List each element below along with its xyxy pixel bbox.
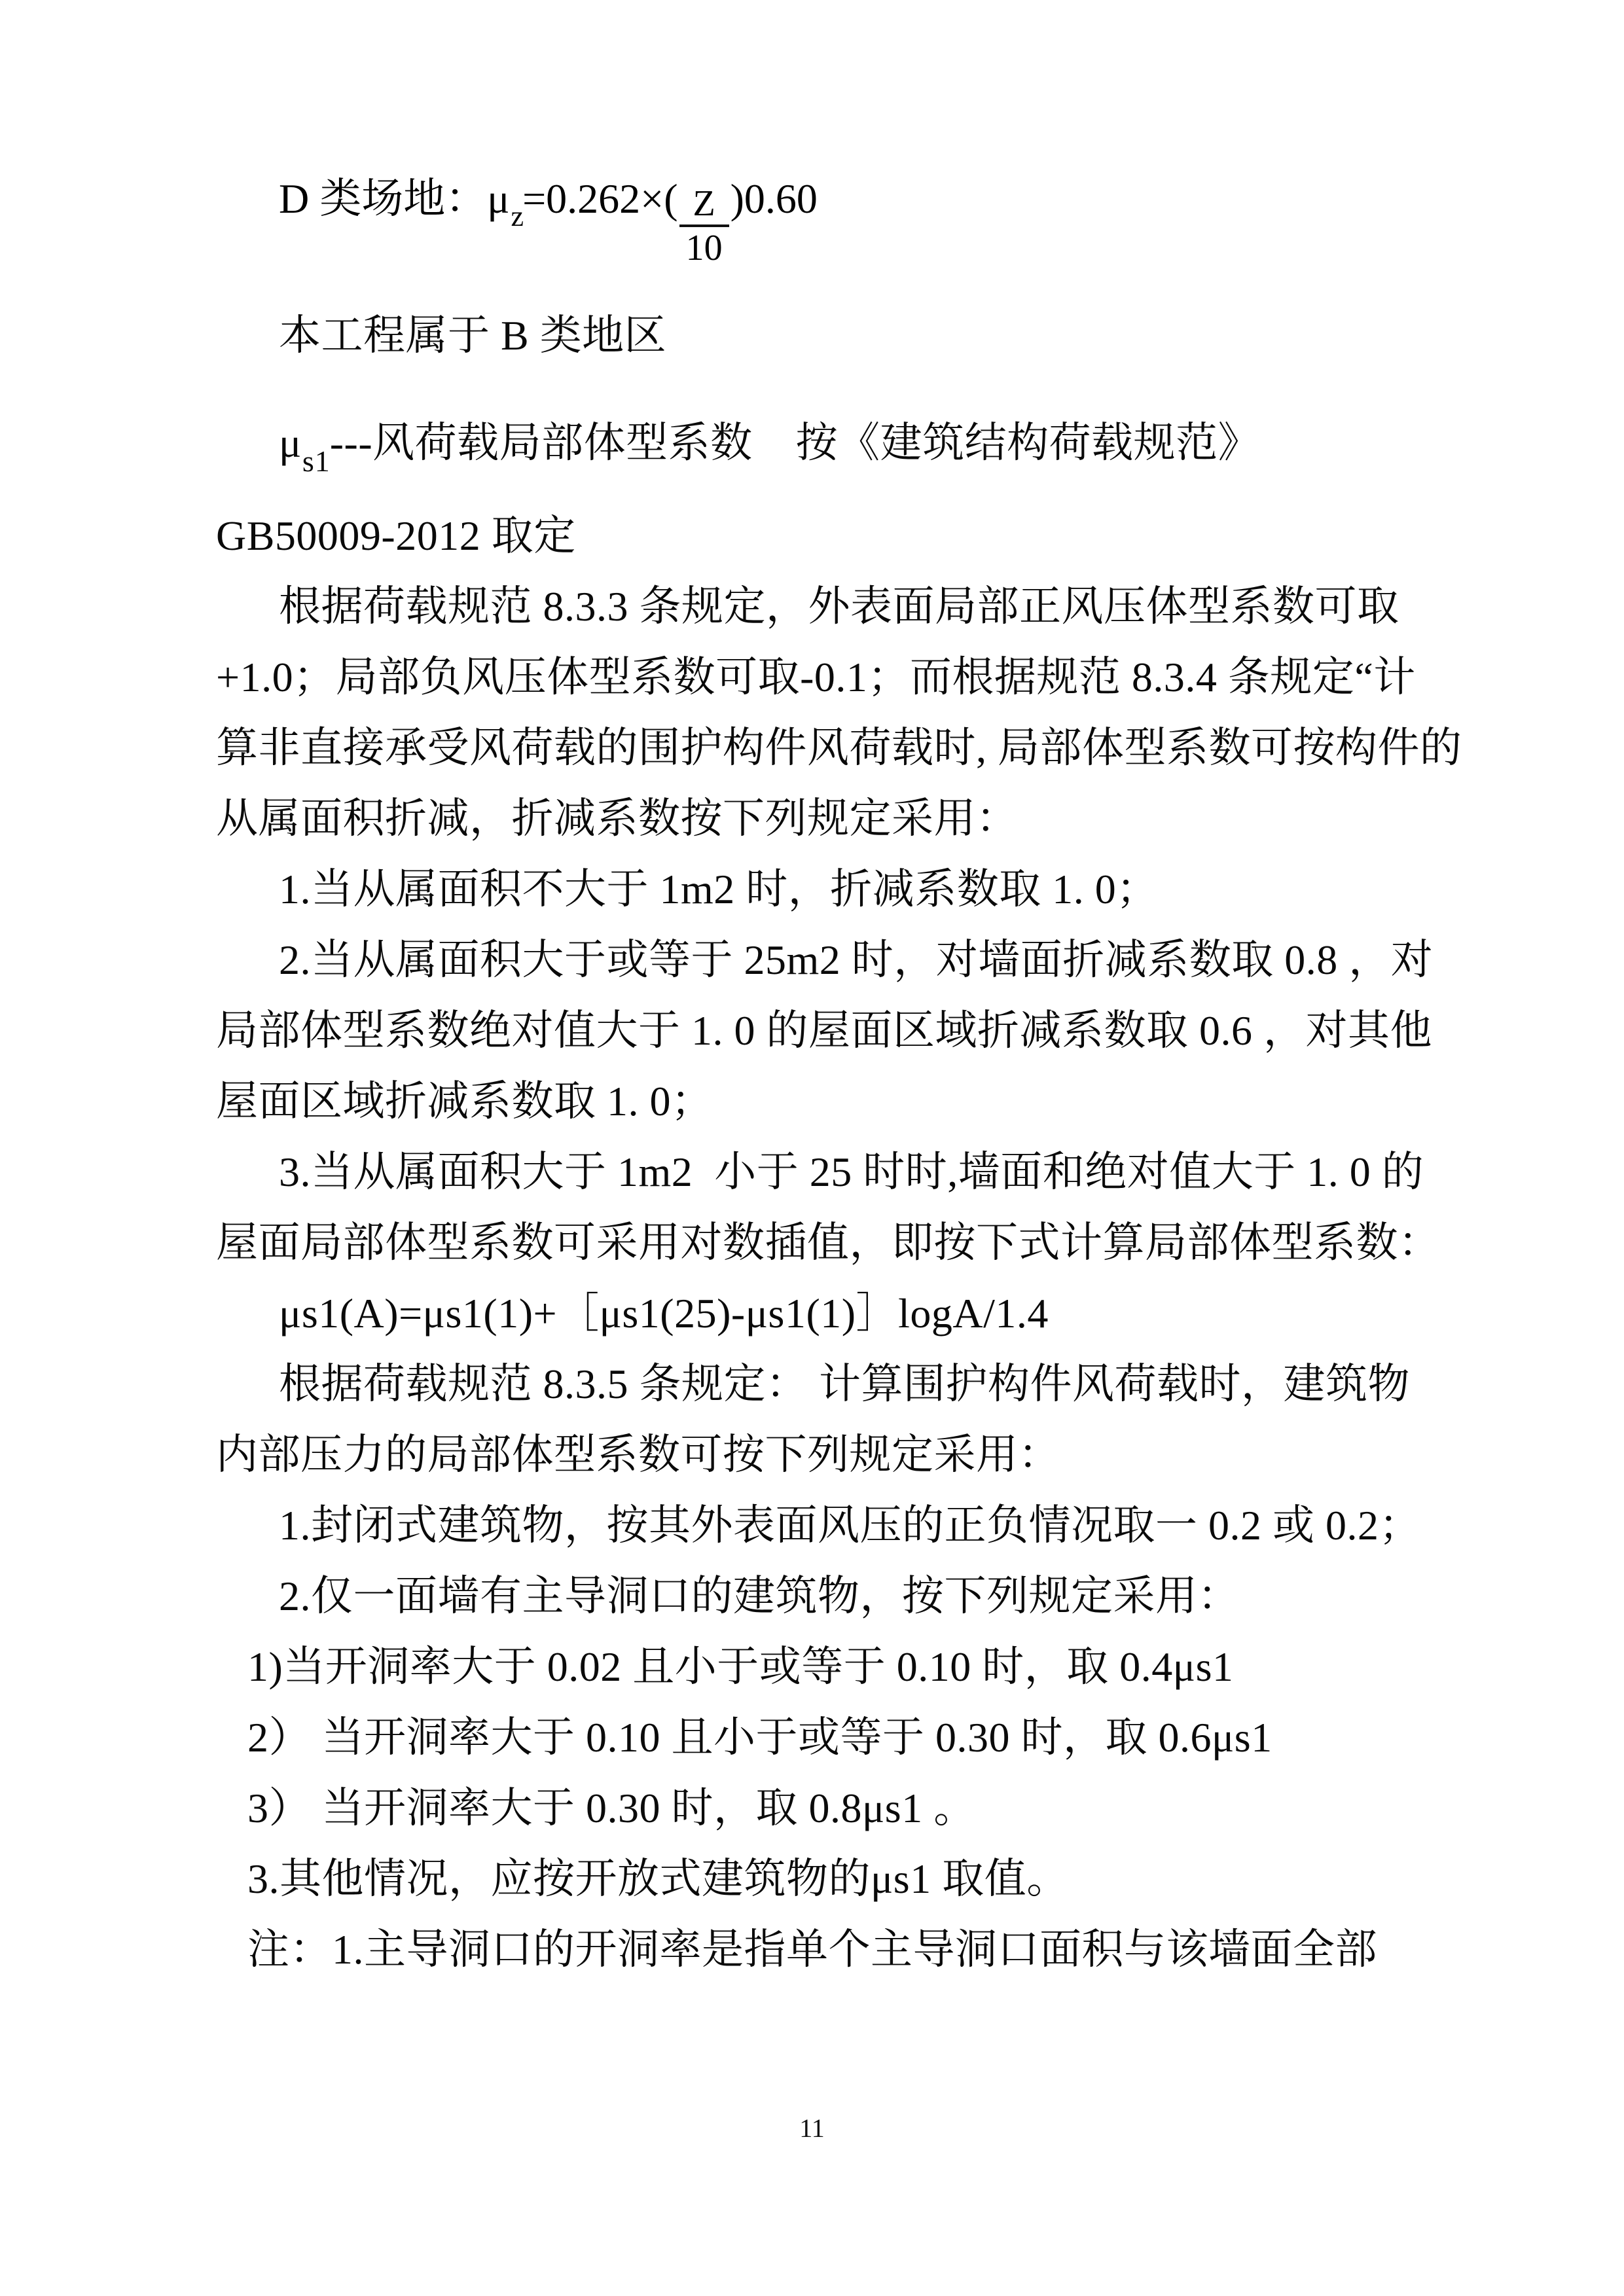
formula-site-class-d	[216, 164, 1388, 268]
line-formula-mu-s1: μs1(A)=μs1(1)+［μs1(25)-μs1(1)］logA/1.4	[279, 1290, 1049, 1336]
line-item-3-1: 3.当从属面积大于 1m2 小于 25 时时,墙面和绝对值大于 1. 0 的	[279, 1149, 1424, 1195]
line-project-zone: 本工程属于 B 类地区	[279, 312, 667, 359]
formula-mu-symbol: μ	[487, 175, 510, 222]
line-para-8-3-3-2: +1.0；局部负风压体型系数可取-0.1；而根据规范 8.3.4 条规定“计	[216, 654, 1416, 700]
line-mu-s1-heading	[216, 408, 1388, 482]
line-para-8-3-3-1: 根据荷载规范 8.3.3 条规定，外表面局部正风压体型系数可取	[279, 583, 1399, 630]
spacer	[216, 264, 1388, 300]
line-inner-sub-3: 3） 当开洞率大于 0.30 时，取 0.8μs1 。	[247, 1785, 976, 1831]
line-inner-sub-1: 1)当开洞率大于 0.02 且小于或等于 0.10 时，取 0.4μs1	[247, 1643, 1234, 1690]
line-item-2-3: 屋面区域折减系数取 1. 0；	[216, 1078, 713, 1124]
formula-mu-subscript: z	[511, 200, 524, 232]
formula-label: D 类场地：	[279, 175, 488, 222]
formula-exponent: )0.60	[730, 175, 818, 222]
line-para-8-3-5-2: 内部压力的局部体型系数可按下列规定采用：	[216, 1431, 1060, 1478]
line-note-1: 注：1.主导洞口的开洞率是指单个主导洞口面积与该墙面全部	[247, 1926, 1377, 1973]
page-body	[216, 164, 1462, 1985]
line-inner-item-1: 1.封闭式建筑物，按其外表面风压的正负情况取一 0.2 或 0.2；	[279, 1502, 1421, 1549]
mu-s1-heading-text: ---风荷载局部体型系数 按《建筑结构荷载规范》	[329, 420, 1261, 466]
line-item-1: 1.当从属面积不大于 1m2 时，折减系数取 1. 0；	[279, 866, 1159, 912]
line-inner-item-3: 3.其他情况，应按开放式建筑物的μs1 取值。	[247, 1856, 1069, 1902]
spacer	[216, 371, 1388, 408]
formula-fraction	[679, 185, 729, 266]
line-item-2-2: 局部体型系数绝对值大于 1. 0 的屋面区域折减系数取 0.6 ，对其他	[216, 1007, 1432, 1054]
line-inner-sub-2: 2） 当开洞率大于 0.10 且小于或等于 0.30 时，取 0.6μs1	[247, 1714, 1272, 1761]
line-item-3-2: 屋面局部体型系数可采用对数插值，即按下式计算局部体型系数：	[216, 1219, 1441, 1266]
line-code-reference: GB50009-2012 取定	[216, 512, 576, 559]
fraction-denominator: 10	[685, 228, 723, 268]
line-inner-item-2: 2.仅一面墙有主导洞口的建筑物，按下列规定采用：	[279, 1573, 1240, 1619]
spacer	[216, 482, 1388, 501]
line-item-2-1: 2.当从属面积大于或等于 25m2 时，对墙面折减系数取 0.8 ，对	[279, 937, 1434, 983]
line-para-8-3-3-3: 算非直接承受风荷载的围护构件风荷载时, 局部体型系数可按构件的	[216, 725, 1462, 771]
fraction-numerator: Z	[693, 183, 715, 224]
mu-symbol: μ	[279, 420, 302, 466]
line-para-8-3-3-4: 从属面积折减，折减系数按下列规定采用：	[216, 795, 1019, 842]
formula-coefficient: =0.262×(	[522, 175, 678, 222]
page-number: 11	[799, 2113, 825, 2143]
line-para-8-3-5-1: 根据荷载规范 8.3.5 条规定： 计算围护构件风荷载时，建筑物	[279, 1361, 1410, 1407]
mu-subscript: s1	[302, 444, 331, 478]
